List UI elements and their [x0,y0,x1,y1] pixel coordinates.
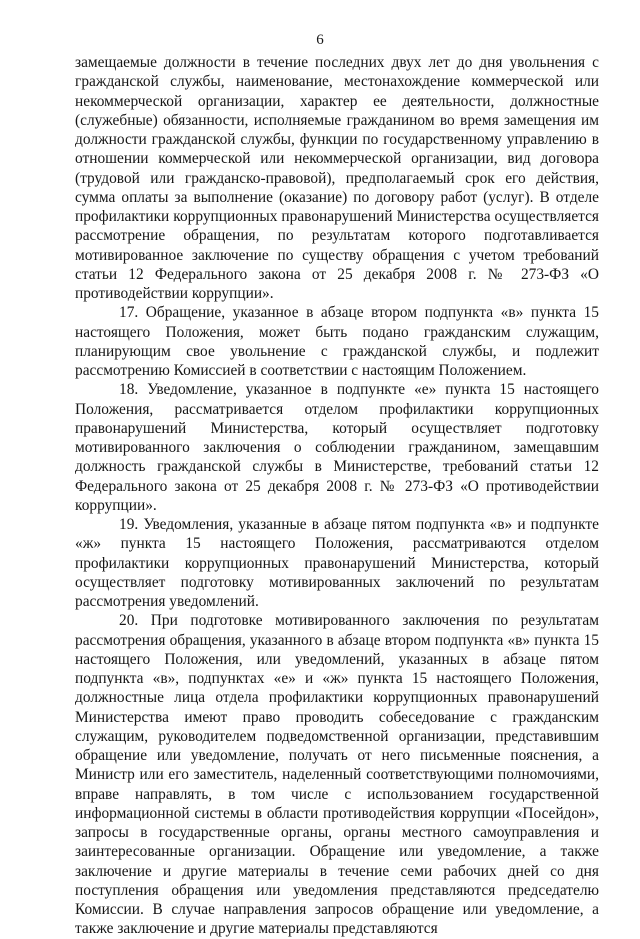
paragraph-item-20: 20. При подготовке мотивированного заключения по результатам рассмотрения обращения, указанного в абзаце втором подпункта «в» пункта 15 настоящего Положения, или уведомлений, указанных в абзаце пятом подпункта «в», подпунктах «е» и «ж» пункта 15 настоящего Положения, должностные лица отдела профилактики коррупционных правонарушений Министерства имеют право проводить собеседование с гражданским служащим, руководителем подведомственной организации, представившим обращение или уведомление, получать от него письменные пояснения, а Министр или его заместитель, наделенный соответствующими полномочиями, вправе направлять, в том числе с использованием государственной информационной системы в области противодействия коррупции «Посейдон», запросы в государственные органы, органы местного самоуправления и заинтересованные организации. Обращение или уведомление, а также заключение и другие материалы в течение семи рабочих дней со дня поступления обращения или уведомления представляются председателю Комиссии. В случае направления запросов обращение или уведомление, а также заключение и другие материалы представляются [75,612,599,938]
page-number: 6 [316,32,324,48]
document-body [75,53,599,939]
paragraph-continuation: замещаемые должности в течение последних двух лет до дня увольнения с гражданской службы, наименование, местонахождение коммерческой или некоммерческой организации, характер ее деятельности, должностные (служебные) обязанности, исполняемые гражданином во время замещения им должности гражданской службы, функции по государственному управлению в отношении коммерческой или некоммерческой организации, вид договора (трудовой или гражданско-правовой), предполагаемый срок его действия, сумма оплаты за выполнение (оказание) по договору работ (услуг). В отделе профилактики коррупционных правонарушений Министерства осуществляется рассмотрение обращения, по результатам которого подготавливается мотивированное заключение по существу обращения с учетом требований статьи 12 Федерального закона от 25 декабря 2008 г. № 273-ФЗ «О противодействии коррупции». [75,54,599,302]
paragraph-item-19: 19. Уведомления, указанные в абзаце пятом подпункта «в» и подпункте «ж» пункта 15 настоящего Положения, рассматриваются отделом профилактики коррупционных правонарушений Министерства, который осуществляет подготовку мотивированных заключений по результатам рассмотрения уведомлений. [75,516,599,610]
paragraph-item-18: 18. Уведомление, указанное в подпункте «е» пункта 15 настоящего Положения, рассматривается отделом профилактики коррупционных правонарушений Министерства, который осуществляет подготовку мотивированного заключения о соблюдении гражданином, замещавшим должность гражданской службы в Министерстве, требований статьи 12 Федерального закона от 25 декабря 2008 г. № 273-ФЗ «О противодействии коррупции». [75,381,599,514]
paragraph-item-17: 17. Обращение, указанное в абзаце втором подпункта «в» пункта 15 настоящего Положения, может быть подано гражданским служащим, планирующим свое увольнение с гражданской службы, и подлежит рассмотрению Комиссией в соответствии с настоящим Положением. [75,304,599,379]
